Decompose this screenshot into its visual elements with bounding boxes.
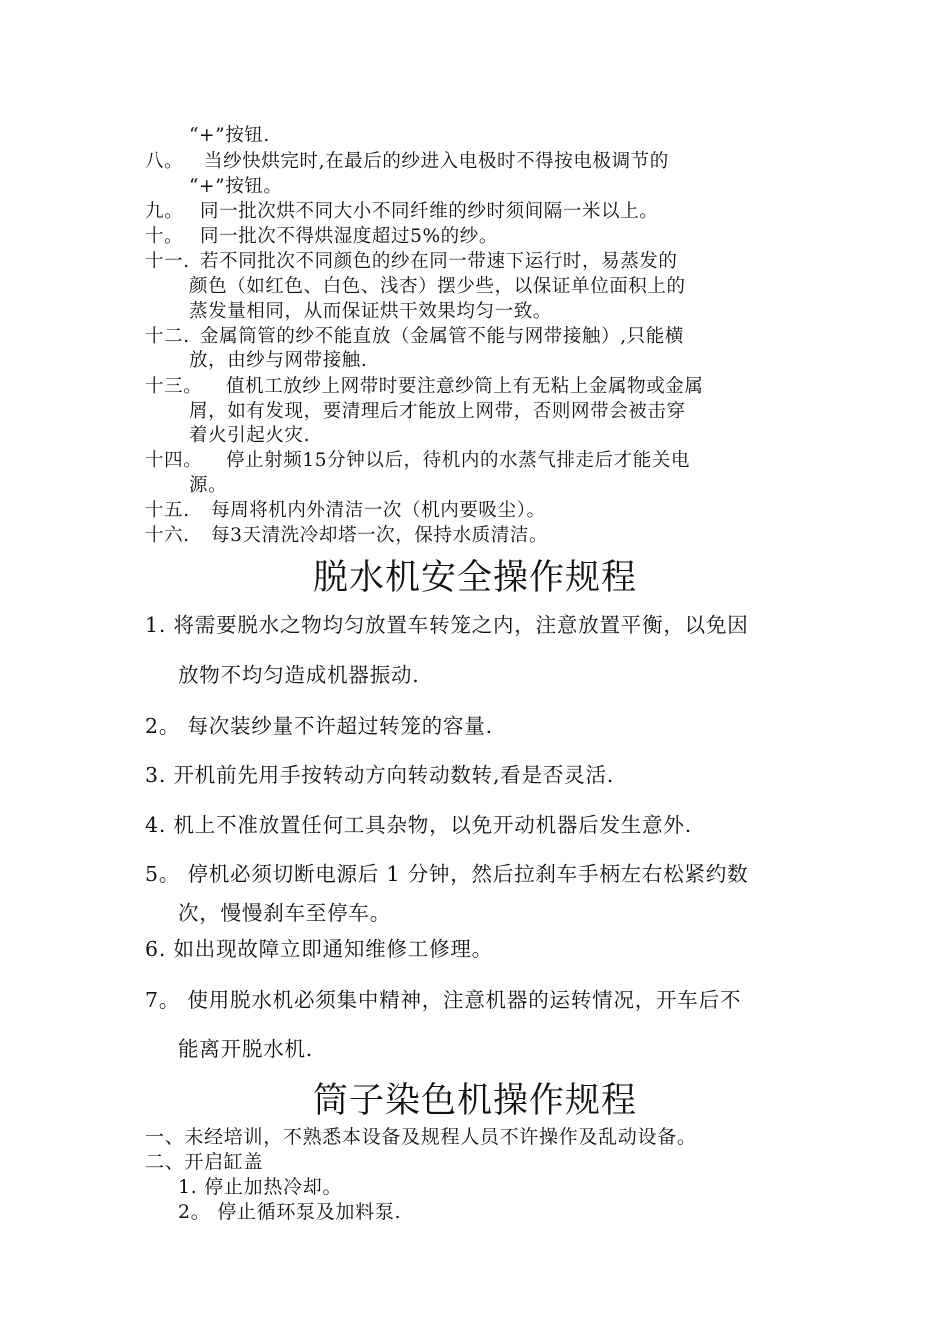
item-13-line-1: 值机工放纱上网带时要注意纱筒上有无粘上金属物或金属 [226, 376, 704, 397]
item-10-line-1: 同一批次不得烘湿度超过5%的纱。 [200, 226, 498, 247]
dehydrator-item-4: 4. 机上不准放置任何工具杂物，以免开动机器后发生意外. [145, 813, 692, 837]
dehydrator-item-6: 6. 如出现故障立即通知维修工修理。 [145, 937, 493, 961]
item-12-label: 十二. [145, 326, 190, 347]
item-14-line-1: 停止射频15分钟以后，待机内的水蒸气排走后才能关电 [226, 450, 691, 471]
item-16-label: 十六. [145, 525, 190, 546]
dehydrator-item-7-line-1: 7。 使用脱水机必须集中精神，注意机器的运转情况，开车后不 [145, 988, 742, 1012]
dyeing-sub-item-2: 2。 停止循环泵及加料泵. [178, 1201, 402, 1223]
item-13-label: 十三。 [145, 376, 203, 397]
dehydrator-item-7-line-2: 能离开脱水机. [178, 1037, 314, 1061]
item-11-label: 十一. [145, 251, 190, 272]
dehydrator-item-5-line-1: 5。 停机必须切断电源后 1 分钟，然后拉刹车手柄左右松紧约数 [145, 862, 749, 886]
item-9-label: 九。 [145, 201, 184, 222]
item-9-line-1: 同一批次烘不同大小不同纤维的纱时须间隔一米以上。 [200, 201, 659, 222]
dyeing-sub-item-1: 1. 停止加热冷却。 [178, 1176, 343, 1198]
item-14-label: 十四。 [145, 450, 203, 471]
section-title-dyeing-machine: 筒子染色机操作规程 [312, 1081, 637, 1121]
item-15-label: 十五. [145, 500, 190, 521]
dyeing-item-1: 一、未经培训，不熟悉本设备及规程人员不许操作及乱动设备。 [145, 1126, 697, 1148]
dehydrator-item-3: 3. 开机前先用手按转动方向转动数转,看是否灵活. [145, 763, 615, 787]
line-plus-button: “+”按钮. [189, 125, 270, 146]
item-16-line-1: 每3天清洗冷却塔一次，保持水质清洁。 [211, 525, 549, 546]
item-11-line-1: 若不同批次不同颜色的纱在同一带速下运行时，易蒸发的 [200, 251, 678, 272]
dehydrator-item-5-line-2: 次，慢慢刹车至停车。 [178, 901, 391, 925]
dehydrator-item-1-line-1: 1. 将需要脱水之物均匀放置车转笼之内，注意放置平衡，以免因 [145, 613, 749, 637]
item-8-label: 八。 [145, 151, 184, 172]
item-15-line-1: 每周将机内外清洁一次（机内要吸尘）。 [211, 500, 546, 521]
item-12-line-2: 放，由纱与网带接触. [189, 350, 368, 371]
item-12-line-1: 金属筒管的纱不能直放（金属管不能与网带接触）,只能横 [200, 326, 684, 347]
dehydrator-item-1-line-2: 放物不均匀造成机器振动. [178, 663, 420, 687]
item-10-label: 十。 [145, 226, 184, 247]
item-8-line-1: 当纱快烘完时,在最后的纱进入电极时不得按电极调节的 [204, 151, 669, 172]
item-11-line-2: 颜色（如红色、白色、浅杏）摆少些，以保证单位面积上的 [189, 276, 686, 297]
item-13-line-3: 着火引起火灾. [189, 425, 311, 446]
dyeing-item-2: 二、开启缸盖 [145, 1151, 264, 1173]
item-13-line-2: 屑，如有发现，要清理后才能放上网带，否则网带会被击穿 [189, 401, 686, 422]
section-title-dehydrator: 脱水机安全操作规程 [312, 558, 637, 598]
item-14-line-2: 源。 [189, 475, 228, 496]
dehydrator-item-2: 2。 每次装纱量不许超过转笼的容量. [145, 714, 493, 738]
item-8-line-2: “+”按钮。 [189, 176, 283, 197]
item-11-line-3: 蒸发量相同，从而保证烘干效果均匀一致。 [189, 301, 552, 322]
